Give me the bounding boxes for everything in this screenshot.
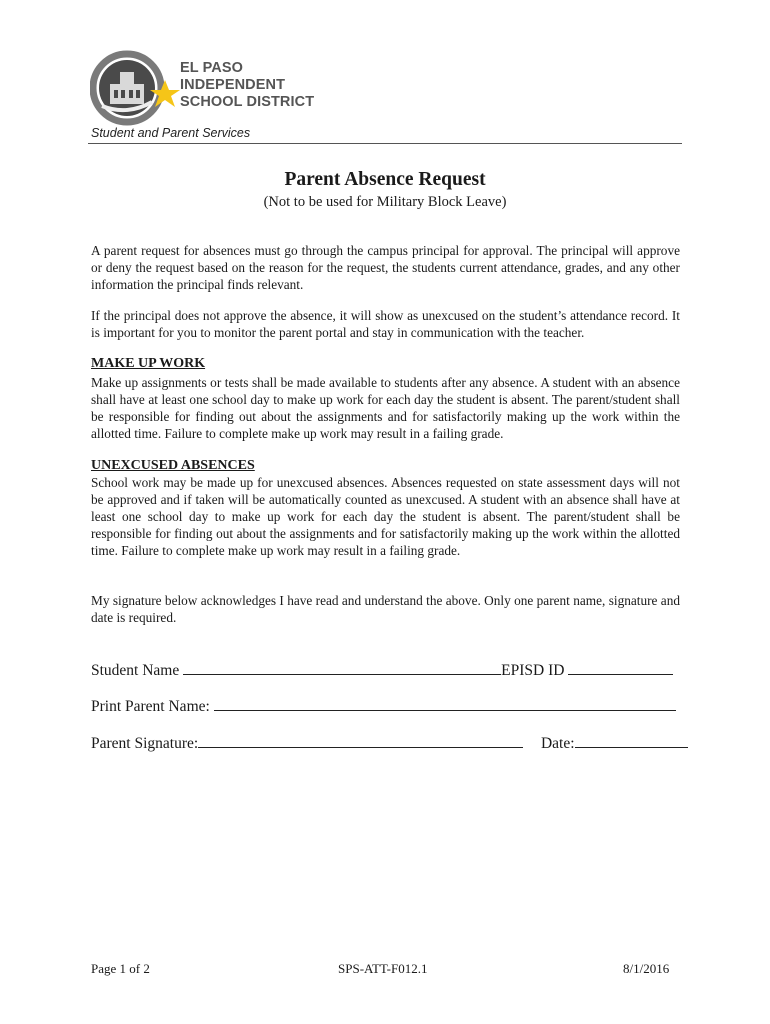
- logo-line-3: SCHOOL DISTRICT: [180, 94, 315, 110]
- parent-name-row: [91, 696, 676, 716]
- form-date: 8/1/2016: [623, 961, 670, 976]
- student-name-row: [91, 660, 673, 680]
- episd-id-label: EPISD ID: [501, 662, 565, 679]
- header-divider: [88, 143, 682, 144]
- episd-id-input-line[interactable]: [568, 660, 673, 675]
- logo-line-1: EL PASO: [180, 60, 244, 76]
- make-up-work-heading: MAKE UP WORK: [91, 356, 206, 371]
- department-label: Student and Parent Services: [91, 126, 251, 140]
- unexcused-absences-body: School work may be made up for unexcused absences. Absences requested on state assessment days will not be approved and if taken will be automatically counted as unexcused. A student with an absence shall have at least one school day to make up work for each day the student is absent. The parent/student shall be responsible for finding out about the assignments and for satisfactorily making up the work within the allotted time. Failure to complete make up work may result in a failing grade.: [91, 475, 680, 558]
- district-name: [180, 60, 314, 111]
- student-name-input-line[interactable]: [183, 660, 501, 675]
- parent-signature-input-line[interactable]: [198, 733, 523, 748]
- document-subtitle: (Not to be used for Military Block Leave): [263, 194, 507, 210]
- logo-tower: [120, 72, 134, 86]
- logo-line-2: INDEPENDENT: [180, 77, 286, 93]
- parent-signature-label: Parent Signature:: [91, 735, 199, 752]
- signature-row: [91, 733, 688, 753]
- unexcused-absences-heading: UNEXCUSED ABSENCES: [91, 458, 255, 473]
- parent-name-input-line[interactable]: [214, 696, 676, 711]
- page-number: Page 1 of 2: [91, 961, 150, 976]
- form-code: SPS-ATT-F012.1: [338, 961, 428, 976]
- acknowledgement-paragraph: My signature below acknowledges I have read and understand the above. Only one parent name, signature and date is required.: [91, 593, 680, 625]
- print-parent-name-label: Print Parent Name:: [91, 698, 210, 715]
- unexcused-notice-paragraph: If the principal does not approve the absence, it will show as unexcused on the student’s attendance record. It is important for you to monitor the parent portal and stay in communication with the teacher.: [91, 308, 680, 340]
- date-label: Date:: [540, 735, 575, 752]
- document-title: Parent Absence Request: [284, 169, 486, 190]
- make-up-work-body: Make up assignments or tests shall be made available to students after any absence. A student with an absence shall have at least one school day to make up work for each day the student is absent. The parent/student shall be responsible for finding out about the assignments and for satisfactorily making up the work within the allotted time. Failure to complete make up work may result in a failing grade.: [91, 375, 680, 441]
- student-name-label: Student Name: [91, 662, 180, 679]
- date-input-line[interactable]: [575, 733, 688, 748]
- intro-paragraph: A parent request for absences must go through the campus principal for approval. The principal will approve or deny the request based on the reason for the request, the students current attendance, grades, and any other information the principal finds relevant.: [91, 243, 680, 292]
